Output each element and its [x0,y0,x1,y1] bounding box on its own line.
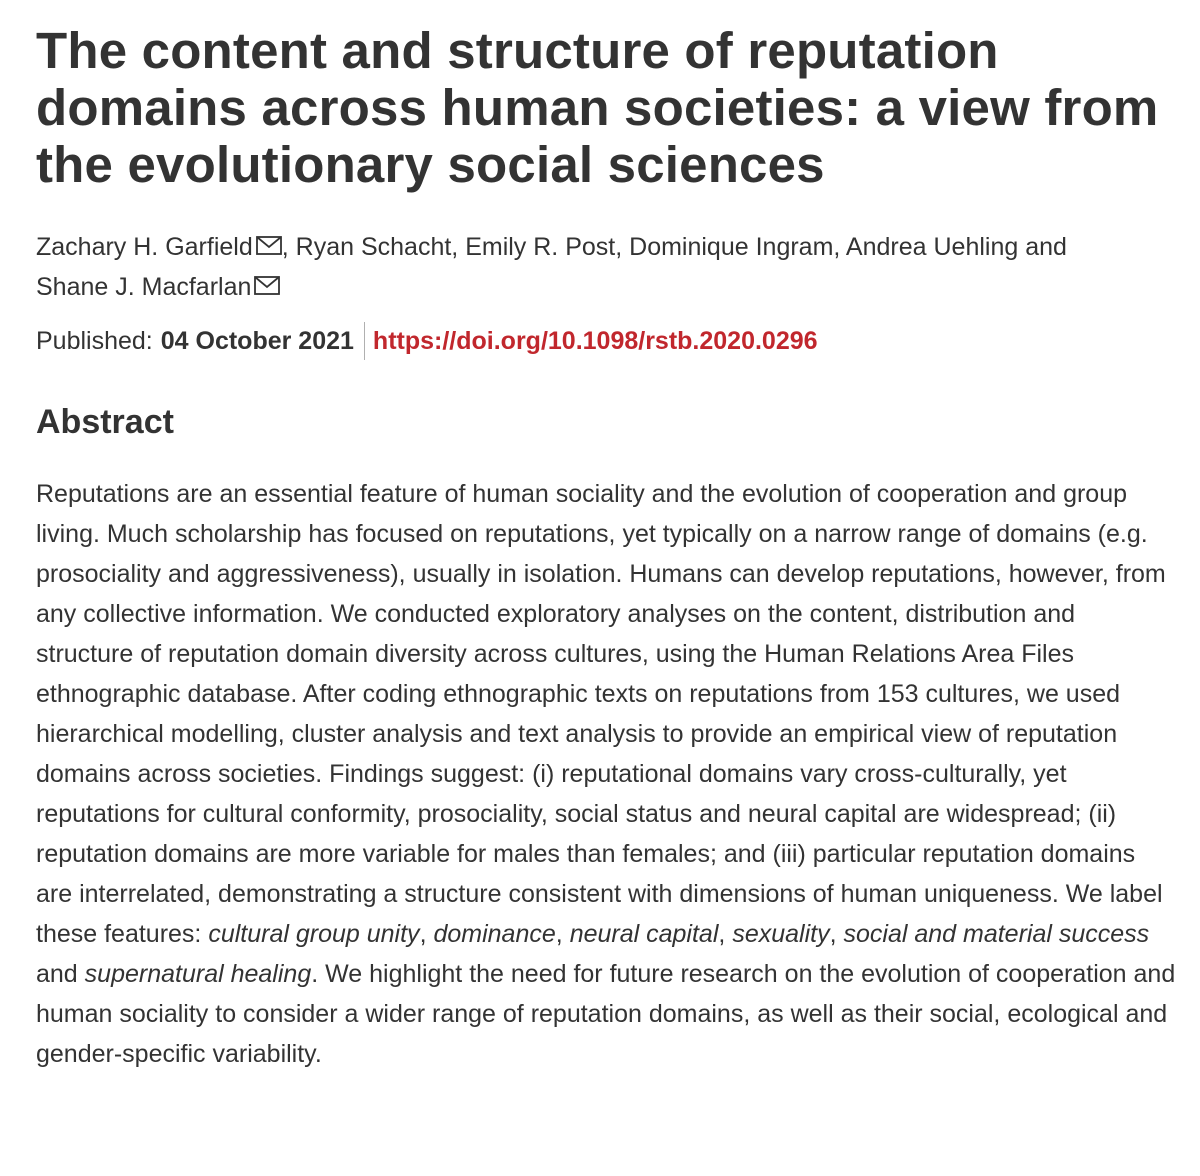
abstract-text-part: Reputations are an essential feature of human sociality and the evolution of cooperation and group living. Much scholarship has focused on reputations, yet typically on a narrow range of domains (e.g. prosociality and aggressiveness), usually in isolation. Humans can develop reputations, however, from any collective information. We conducted exploratory analyses on the content, distribution and structure of reputation domain diversity across cultures, using the Human Relations Area Files ethnographic database. After coding ethnographic texts on reputations from 153 cultures, we used hierarchical modelling, cluster analysis and text analysis to provide an empirical view of reputation domains across societies. Findings suggest: (i) reputational domains vary cross-culturally, yet reputations for cultural conformity, prosociality, social status and neural capital are widespread; (ii) reputation domains are more variable for males than females; and (iii) particular reputation domains are interrelated, demonstrating a structure consistent with dimensions of human uniqueness. We label these features: [36,480,1166,948]
published-label: Published: [36,327,153,355]
abstract-separator: , [419,920,434,948]
author-separator: , [615,233,630,261]
author-separator: and [1018,233,1067,261]
divider [364,322,365,360]
author-garfield [36,233,282,261]
abstract-text [36,474,1176,1074]
author-separator: , [833,233,846,261]
published-date: 04 October 2021 [160,327,354,355]
author-separator: , [281,233,296,261]
abstract-text-part: . We highlight the need for future research on the evolution of cooperation and human sociality to consider a wider range of reputation domains, as well as their social, ecological and gender-specific variability. [36,960,1176,1068]
author-uehling[interactable]: Andrea Uehling [845,233,1019,261]
email-icon[interactable] [254,276,280,295]
feature-term: dominance [433,920,556,948]
article-page [36,22,1176,1074]
abstract-separator: and [36,960,85,988]
author-separator: , [451,233,466,261]
author-name-link[interactable]: Shane J. Macfarlan [36,273,252,301]
publication-info [36,322,1176,360]
feature-term: social and material success [843,920,1150,948]
doi-link[interactable]: https://doi.org/10.1098/rstb.2020.0296 [372,327,818,355]
feature-term: sexuality [732,920,830,948]
author-macfarlan [36,273,280,301]
author-ingram[interactable]: Dominique Ingram [629,233,834,261]
feature-term: supernatural healing [84,960,312,988]
abstract-separator: , [829,920,844,948]
abstract-separator: , [555,920,570,948]
abstract-heading: Abstract [36,403,174,441]
email-icon[interactable] [256,236,282,255]
author-list [36,227,1176,307]
author-post[interactable]: Emily R. Post [465,233,616,261]
feature-term: cultural group unity [208,920,420,948]
author-name-link[interactable]: Zachary H. Garfield [36,233,253,261]
feature-term: neural capital [569,920,719,948]
author-schacht[interactable]: Ryan Schacht [295,233,452,261]
article-title: The content and structure of reputation domains across human societies: a view from the evolutionary social sciences [36,22,1159,193]
abstract-separator: , [718,920,733,948]
